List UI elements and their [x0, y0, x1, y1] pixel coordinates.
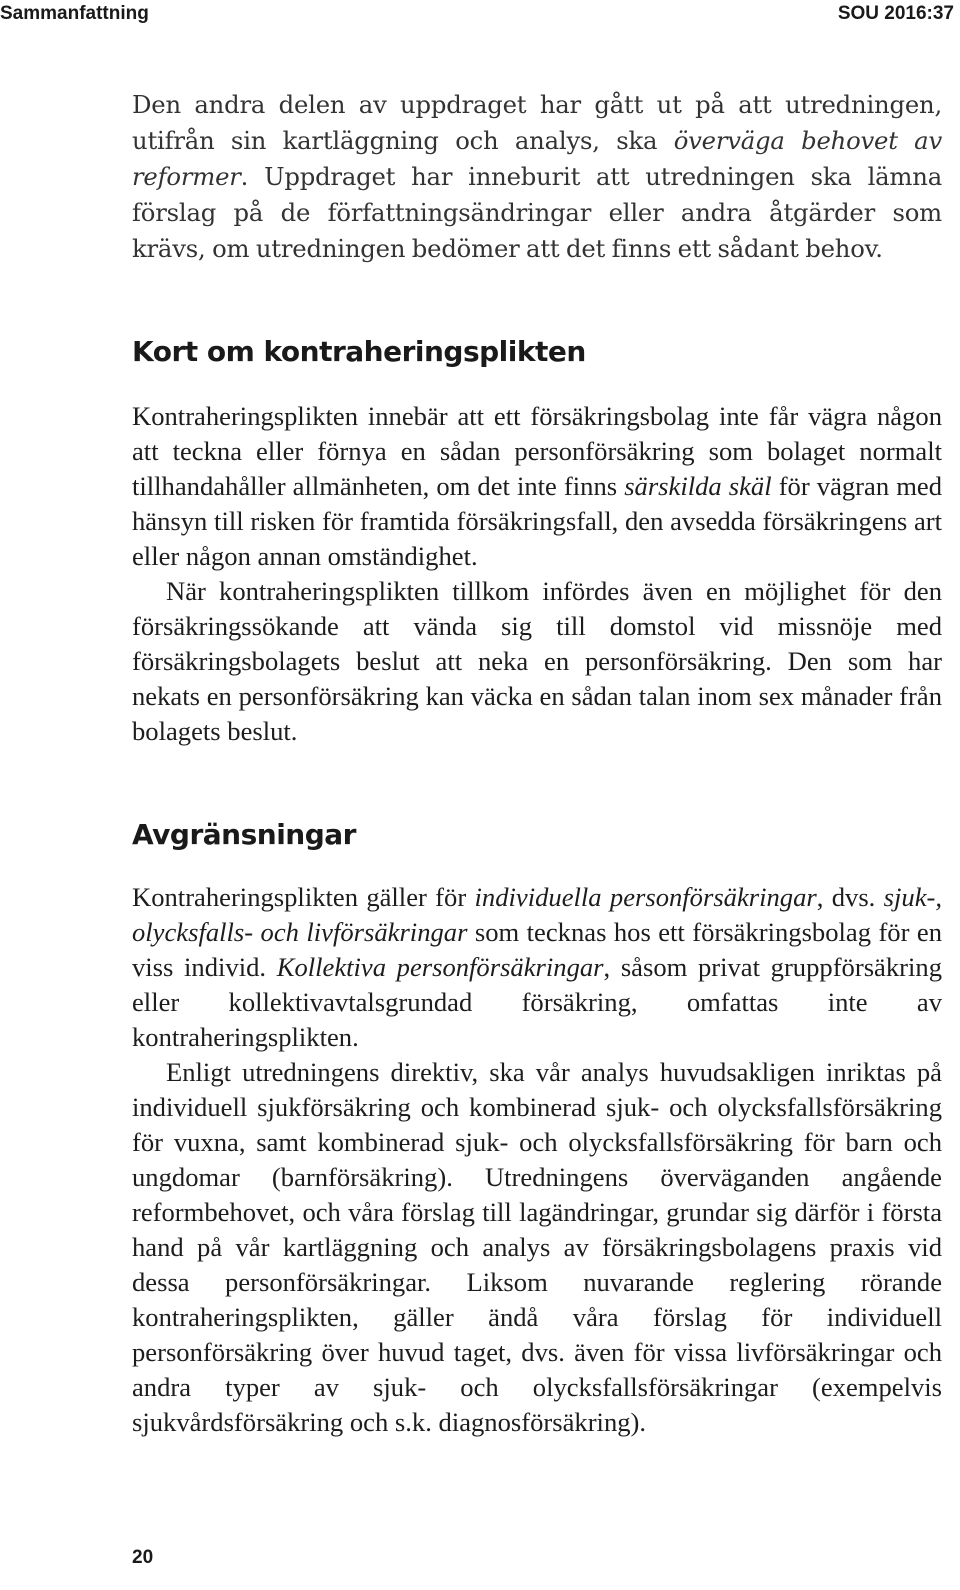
kort-paragraph-1 [132, 399, 942, 574]
text-run: för vägran med hänsyn till risken för framtida försäkringsfall, den avsedda försäkringens art eller någon annan omständighet. [132, 471, 942, 571]
emphasized-text: individuella personförsäkringar [474, 882, 817, 912]
text-run: , såsom privat gruppförsäkring eller kollektivavtalsgrundad försäkring, omfattas inte av kontraheringsplikten. [132, 952, 942, 1052]
emphasized-text: Kollektiva personförsäkringar [276, 952, 604, 982]
page-body [132, 87, 942, 1440]
running-header [0, 0, 960, 30]
text-run: Kontraheringsplikten gäller för [132, 882, 475, 912]
emphasized-text: överväga behovet av reformer [132, 126, 942, 191]
text-run: som tecknas hos ett försäkringsbolag för en viss individ. [132, 917, 942, 982]
report-number: SOU 2016:37 [837, 3, 954, 24]
text-run: Den andra delen av uppdraget har gått ut på att utredningen, utifrån sin kartläggning och analys, ska [132, 90, 942, 155]
text-run: När kontraheringsplikten tillkom infördes även en möjlighet för den försäkringssökande att vända sig till domstol vid missnöje med försäkringsbolagets beslut att neka en personförsäkring. Den som har nekats en personförsäkring kan väcka en sådan talan inom sex månader från bolagets beslut. [132, 576, 942, 746]
intro-paragraph [132, 87, 942, 267]
kort-paragraph-2 [132, 574, 942, 749]
text-run: . Uppdraget har inneburit att utredningen ska lämna förslag på de författningsändringar eller andra åtgärder som krävs, om utredningen bedömer att det finns ett sådant behov. [132, 162, 942, 263]
heading-avgransningar: Avgränsningar [132, 818, 356, 851]
heading-kort-om-kontraheringsplikten: Kort om kontraheringsplikten [132, 335, 586, 368]
text-run: Kontraheringsplikten innebär att ett försäkringsbolag inte får vägra någon att teckna eller förnya en sådan personförsäkring som bolaget normalt tillhandahåller allmänheten, om det inte finns [132, 401, 942, 501]
avgr-paragraph-1 [132, 880, 942, 1055]
emphasized-text: särskilda skäl [624, 471, 772, 501]
emphasized-text: sjuk-, olycksfalls- och livförsäkringar [132, 882, 942, 947]
intro-section [132, 87, 942, 267]
text-run: , dvs. [816, 882, 884, 912]
section-title: Sammanfattning [0, 3, 149, 24]
avgr-paragraph-2 [132, 1055, 942, 1440]
page-number: 20 [132, 1547, 154, 1568]
text-run: Enligt utredningens direktiv, ska vår analys huvudsakligen inriktas på individuell sjukförsäkring och kombinerad sjuk- och olycksfallsförsäkring för vuxna, samt kombinerad sjuk- och olycksfallsförsäkring för barn och ungdomar (barnförsäkring). Utredningens överväganden angående reformbehovet, och våra förslag till lagändringar, grundar sig därför i första hand på vår kartläggning och analys av försäkringsbolagens praxis vid dessa personförsäkringar. Liksom nuvarande reglering rörande kontraheringsplikten, gäller ändå våra förslag för individuell personförsäkring över huvud taget, dvs. även för vissa livförsäkringar och andra typer av sjuk- och olycksfallsförsäkringar (exempelvis sjukvårdsförsäkring och s.k. diagnosförsäkring). [132, 1057, 942, 1437]
